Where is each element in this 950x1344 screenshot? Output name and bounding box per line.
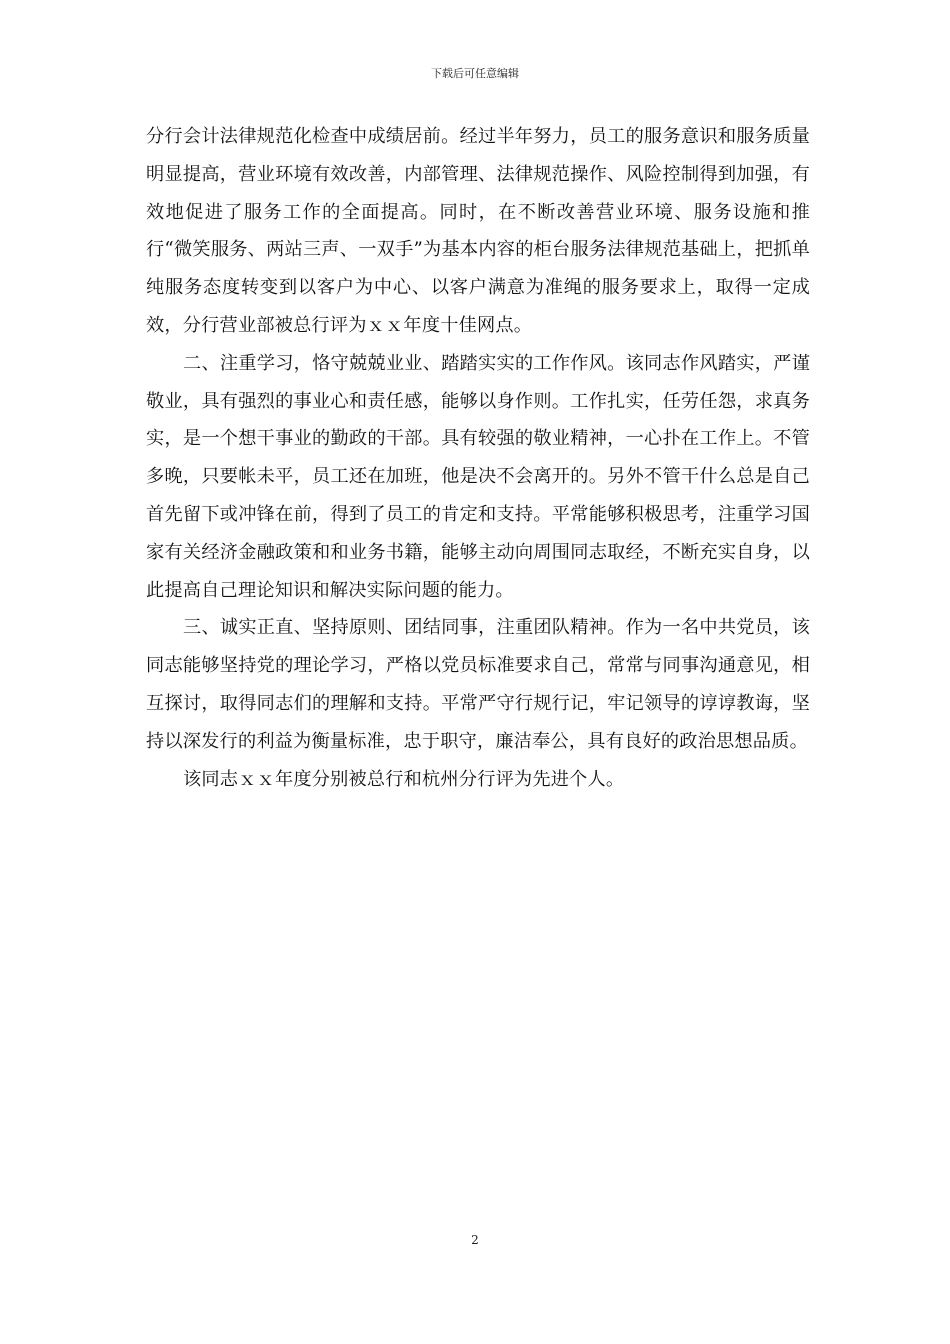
paragraph-conclusion: 该同志ｘｘ年度分别被总行和杭州分行评为先进个人。 [183, 768, 625, 790]
paragraph-section-three: 三、诚实正直、坚持原则、团结同事，注重团队精神。作为一名中共党员，该同志能够坚持党的理论学习，严格以党员标准要求自己，常常与同事沟通意见，相互探讨，取得同志们的理解和支持。平常严守行规行记，牢记领导的谆谆教诲，坚持以深发行的利益为衡量标准，忠于职守，廉洁奉公，具有良好的政治思想品质。 [146, 617, 810, 752]
paragraph-continuation: 分行会计法律规范化检查中成绩居前。经过半年努力，员工的服务意识和服务质量明显提高，营业环境有效改善，内部管理、法律规范操作、风险控制得到加强，有效地促进了服务工作的全面提高。同时，在不断改善营业环境、服务设施和推行“微笑服务、两站三声、一双手”为基本内容的柜台服务法律规范基础上，把抓单纯服务态度转变到以客户为中心、以客户满意为准绳的服务要求上，取得一定成效，分行营业部被总行评为ｘｘ年度十佳网点。 [146, 126, 810, 336]
paragraph-section-two: 二、注重学习，恪守兢兢业业、踏踏实实的工作作风。该同志作风踏实，严谨敬业，具有强烈的事业心和责任感，能够以身作则。工作扎实，任劳任怨，求真务实，是一个想干事业的勤政的干部。具有较强的敬业精神，一心扑在工作上。不管多晚，只要帐未平，员工还在加班，他是决不会离开的。另外不管干什么总是自己首先留下或冲锋在前，得到了员工的肯定和支持。平常能够积极思考，注重学习国家有关经济金融政策和和业务书籍，能够主动向周围同志取经，不断充实自身，以此提高自己理论知识和解决实际问题的能力。 [146, 352, 810, 601]
page-number: 2 [471, 1233, 479, 1247]
page-header-note: 下载后可任意编辑 [431, 67, 519, 80]
document-body [146, 118, 810, 798]
